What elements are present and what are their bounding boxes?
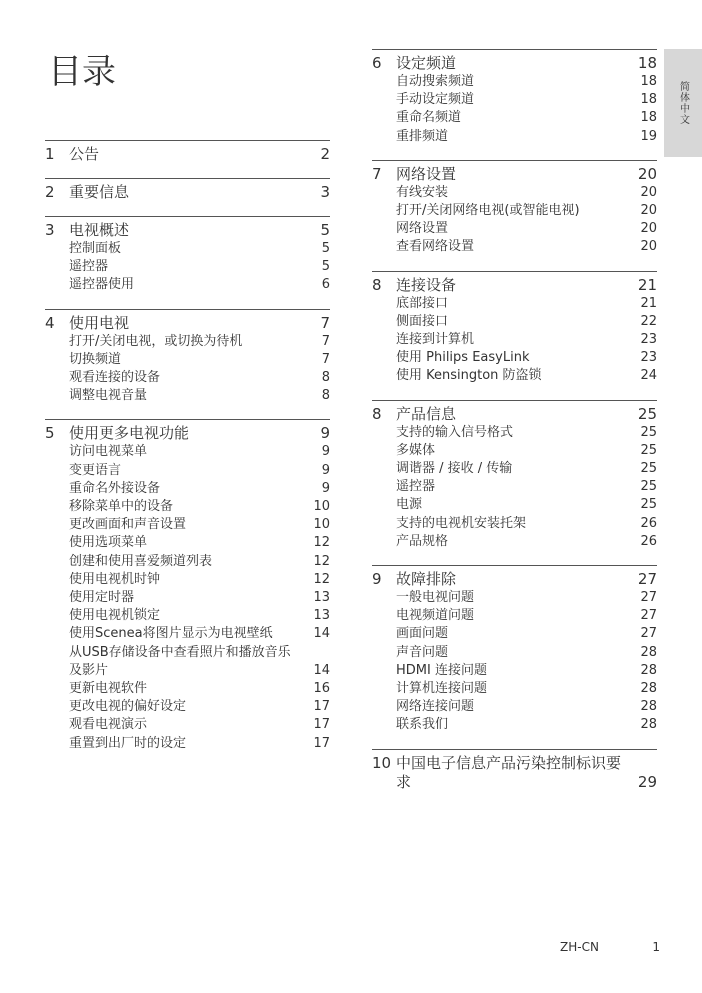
entry-title: 使用Scenea将图片显示为电视壁纸 — [69, 626, 273, 642]
entry-page: 8 — [321, 370, 330, 386]
entry-title: 更改电视的偏好设定 — [69, 699, 187, 715]
entry-title: 网络设置 — [396, 221, 449, 237]
toc-entry[interactable] — [372, 478, 657, 496]
section-number: 3 — [45, 221, 55, 239]
section-title: 设定频道 — [396, 54, 457, 72]
entry-title: 电源 — [396, 497, 423, 513]
entry-title: 更新电视软件 — [69, 681, 148, 697]
toc-entry[interactable] — [45, 498, 330, 516]
entry-title: 及影片 — [69, 662, 109, 678]
section-page: 2 — [320, 145, 330, 163]
section-title: 故障排除 — [396, 570, 457, 589]
entry-page: 14 — [313, 626, 330, 642]
entry-title: 侧面接口 — [396, 313, 449, 329]
toc-entry[interactable] — [372, 202, 657, 220]
toc-entry[interactable] — [45, 333, 330, 351]
entry-title: 使用电视机时钟 — [69, 571, 161, 587]
entry-title: 有线安装 — [396, 184, 449, 200]
toc-entry[interactable] — [45, 735, 330, 753]
section-title-continued: 求 — [396, 772, 412, 791]
section-number: 10 — [372, 753, 392, 772]
entry-page: 25 — [640, 497, 657, 513]
section-page: 3 — [320, 183, 330, 201]
toc-section-heading-continued — [372, 773, 657, 792]
footer-language-code: ZH-CN — [560, 940, 599, 954]
toc-entry[interactable] — [45, 258, 330, 276]
section-number: 4 — [45, 313, 55, 332]
entry-page: 5 — [321, 259, 330, 275]
page-footer — [560, 940, 660, 954]
section-title: 使用更多电视功能 — [69, 424, 190, 443]
entry-page: 13 — [313, 608, 330, 624]
toc-entry[interactable] — [372, 496, 657, 514]
entry-page: 9 — [321, 444, 330, 460]
entry-title: 声音问题 — [396, 644, 449, 660]
entry-page: 20 — [640, 203, 657, 219]
toc-entry[interactable] — [372, 716, 657, 734]
section-title: 重要信息 — [69, 183, 130, 201]
entry-page: 16 — [313, 681, 330, 697]
toc-section — [372, 565, 657, 735]
entry-page: 14 — [313, 662, 330, 678]
entry-title: 重命名频道 — [396, 110, 462, 126]
section-number: 8 — [372, 275, 382, 294]
entry-title: 调整电视音量 — [69, 388, 148, 404]
entry-page: 7 — [321, 333, 330, 349]
entry-title: 切换频道 — [69, 351, 122, 367]
toc-section-heading[interactable] — [45, 314, 330, 333]
toc-entry[interactable] — [45, 644, 330, 662]
toc-section-heading[interactable] — [45, 221, 330, 240]
entry-title: 创建和使用喜爱频道列表 — [69, 553, 213, 569]
toc-entry[interactable] — [45, 680, 330, 698]
entry-title: 观看电视演示 — [69, 717, 148, 733]
entry-page: 26 — [640, 533, 657, 549]
section-page: 27 — [637, 570, 657, 589]
entry-title: 使用定时器 — [69, 590, 135, 606]
section-title: 公告 — [69, 145, 100, 163]
entry-title: 调谐器 / 接收 / 传输 — [396, 461, 513, 477]
language-tab-label: 简体中文 — [677, 81, 689, 125]
entry-title: 查看网络设置 — [396, 239, 475, 255]
entry-page: 20 — [640, 184, 657, 200]
toc-right-column — [372, 49, 657, 806]
section-title: 电视概述 — [69, 221, 130, 239]
entry-title: 底部接口 — [396, 295, 449, 311]
entry-page: 25 — [640, 461, 657, 477]
toc-section — [372, 749, 657, 792]
toc-section — [45, 419, 330, 752]
section-page: 18 — [637, 54, 657, 72]
toc-entry[interactable] — [372, 625, 657, 643]
section-page: 29 — [637, 772, 657, 791]
toc-entry[interactable] — [45, 662, 330, 680]
toc-entry[interactable] — [372, 607, 657, 625]
entry-title: 画面问题 — [396, 626, 449, 642]
language-tab — [664, 49, 702, 157]
toc-entry[interactable] — [372, 680, 657, 698]
toc-section-heading[interactable] — [45, 424, 330, 443]
entry-page: 10 — [313, 499, 330, 515]
toc-entry[interactable] — [45, 716, 330, 734]
toc-section-heading[interactable] — [372, 405, 657, 424]
toc-entry[interactable] — [45, 369, 330, 387]
entry-title: 电视频道问题 — [396, 608, 475, 624]
toc-entry[interactable] — [45, 534, 330, 552]
entry-title: 手动设定频道 — [396, 92, 475, 108]
entry-title: 遥控器 — [69, 259, 109, 275]
toc-entry[interactable] — [45, 589, 330, 607]
toc-entry[interactable] — [45, 387, 330, 405]
section-number: 2 — [45, 183, 55, 201]
entry-title: 变更语言 — [69, 462, 122, 478]
entry-page: 28 — [640, 717, 657, 733]
section-number: 9 — [372, 570, 382, 589]
entry-page: 20 — [640, 239, 657, 255]
section-page: 5 — [320, 221, 330, 239]
footer-page-number: 1 — [652, 940, 660, 954]
entry-title: 重命名外接设备 — [69, 480, 161, 496]
entry-title: 更改画面和声音设置 — [69, 517, 187, 533]
section-number: 5 — [45, 424, 55, 443]
entry-page: 8 — [321, 388, 330, 404]
section-number: 6 — [372, 54, 382, 72]
entry-page: 26 — [640, 515, 657, 531]
toc-section-heading[interactable] — [45, 145, 330, 164]
toc-section — [372, 400, 657, 551]
entry-page: 22 — [640, 313, 657, 329]
entry-page: 23 — [640, 350, 657, 366]
entry-title: 重置到出厂时的设定 — [69, 735, 187, 751]
toc-entry[interactable] — [372, 331, 657, 349]
section-page: 7 — [320, 313, 330, 332]
entry-title: 产品规格 — [396, 533, 449, 549]
entry-title: 计算机连接问题 — [396, 681, 488, 697]
toc-entry[interactable] — [45, 571, 330, 589]
toc-section — [372, 271, 657, 386]
entry-page: 27 — [640, 590, 657, 606]
toc-section-heading[interactable] — [372, 570, 657, 589]
toc-entry[interactable] — [372, 238, 657, 256]
entry-page: 18 — [640, 92, 657, 108]
toc-entry[interactable] — [45, 240, 330, 258]
entry-page: 25 — [640, 479, 657, 495]
entry-page: 28 — [640, 662, 657, 678]
toc-section-heading[interactable] — [372, 165, 657, 184]
entry-page: 28 — [640, 644, 657, 660]
toc-entry[interactable] — [45, 480, 330, 498]
entry-page: 24 — [640, 368, 657, 384]
toc-entry[interactable] — [372, 589, 657, 607]
toc-entry[interactable] — [45, 276, 330, 294]
toc-entry[interactable] — [372, 662, 657, 680]
toc-section — [45, 309, 330, 406]
toc-entry[interactable] — [372, 295, 657, 313]
entry-page: 17 — [313, 735, 330, 751]
toc-section — [372, 160, 657, 257]
entry-page: 20 — [640, 221, 657, 237]
entry-title: 使用选项菜单 — [69, 535, 148, 551]
entry-title: 支持的输入信号格式 — [396, 424, 514, 440]
entry-title: 自动搜索频道 — [396, 74, 475, 89]
toc-left-column — [45, 140, 330, 767]
section-title: 使用电视 — [69, 313, 130, 332]
toc-entry[interactable] — [372, 109, 657, 127]
toc-entry[interactable] — [45, 607, 330, 625]
entry-title: HDMI 连接问题 — [396, 662, 487, 678]
toc-entry[interactable] — [372, 73, 657, 91]
entry-title: 从USB存储设备中查看照片和播放音乐 — [69, 644, 291, 660]
toc-section — [45, 140, 330, 164]
toc-entry[interactable] — [372, 313, 657, 331]
toc-entry[interactable] — [372, 220, 657, 238]
entry-page: 27 — [640, 608, 657, 624]
toc-entry[interactable] — [372, 644, 657, 662]
toc-entry[interactable] — [45, 351, 330, 369]
section-page: 9 — [320, 424, 330, 443]
section-number: 8 — [372, 404, 382, 423]
entry-title: 遥控器使用 — [69, 277, 135, 293]
entry-title: 访问电视菜单 — [69, 444, 148, 460]
entry-page: 5 — [321, 241, 330, 256]
toc-entry[interactable] — [45, 625, 330, 643]
entry-title: 网络连接问题 — [396, 699, 475, 715]
toc-entry[interactable] — [372, 91, 657, 109]
entry-page: 18 — [640, 110, 657, 126]
toc-entry[interactable] — [372, 367, 657, 385]
entry-page: 17 — [313, 699, 330, 715]
toc-section — [45, 216, 330, 295]
entry-title: 重排频道 — [396, 128, 449, 144]
entry-title: 支持的电视机安装托架 — [396, 515, 527, 531]
section-number: 1 — [45, 145, 55, 163]
entry-title: 连接到计算机 — [396, 332, 475, 348]
section-page: 20 — [637, 164, 657, 183]
entry-page: 28 — [640, 681, 657, 697]
toc-entry[interactable] — [45, 553, 330, 571]
entry-title: 使用 Philips EasyLink — [396, 350, 530, 366]
entry-page: 9 — [321, 462, 330, 478]
entry-page: 27 — [640, 626, 657, 642]
entry-title: 观看连接的设备 — [69, 370, 161, 386]
entry-title: 使用 Kensington 防盗锁 — [396, 368, 542, 384]
toc-entry[interactable] — [372, 442, 657, 460]
entry-title: 一般电视问题 — [396, 590, 475, 606]
entry-title: 移除菜单中的设备 — [69, 499, 174, 515]
section-title: 中国电子信息产品污染控制标识要 — [396, 753, 622, 772]
toc-entry[interactable] — [372, 424, 657, 442]
toc-section — [45, 178, 330, 202]
entry-page: 23 — [640, 332, 657, 348]
toc-entry[interactable] — [372, 128, 657, 146]
toc-entry[interactable] — [45, 462, 330, 480]
toc-entry[interactable] — [372, 184, 657, 202]
toc-entry[interactable] — [45, 516, 330, 534]
section-title: 网络设置 — [396, 164, 457, 183]
entry-page: 10 — [313, 517, 330, 533]
toc-entry[interactable] — [45, 698, 330, 716]
entry-page: 12 — [313, 535, 330, 551]
entry-page: 21 — [640, 295, 657, 311]
entry-page: 12 — [313, 553, 330, 569]
section-page: 25 — [637, 404, 657, 423]
entry-page: 25 — [640, 424, 657, 440]
toc-section-heading[interactable] — [45, 183, 330, 202]
entry-title: 遥控器 — [396, 479, 436, 495]
section-number: 7 — [372, 164, 382, 183]
entry-title: 使用电视机锁定 — [69, 608, 161, 624]
toc-entry[interactable] — [372, 515, 657, 533]
page-title: 目录 — [48, 52, 116, 92]
entry-page: 9 — [321, 480, 330, 496]
entry-page: 13 — [313, 590, 330, 606]
toc-entry[interactable] — [372, 460, 657, 478]
entry-page: 28 — [640, 699, 657, 715]
toc-section-heading[interactable] — [372, 754, 657, 773]
entry-page: 7 — [321, 351, 330, 367]
toc-section-heading[interactable] — [372, 54, 657, 73]
entry-title: 控制面板 — [69, 241, 122, 256]
entry-page: 25 — [640, 442, 657, 458]
entry-title: 打开/关闭电视，或切换为待机 — [69, 333, 243, 349]
entry-page: 6 — [321, 277, 330, 293]
toc-section-heading[interactable] — [372, 276, 657, 295]
toc-section — [372, 49, 657, 146]
section-title: 产品信息 — [396, 404, 457, 423]
entry-page: 18 — [640, 74, 657, 89]
toc-entry[interactable] — [372, 533, 657, 551]
entry-title: 多媒体 — [396, 442, 436, 458]
toc-entry[interactable] — [45, 443, 330, 461]
entry-page: 12 — [313, 571, 330, 587]
entry-title: 打开/关闭网络电视(或智能电视) — [396, 203, 580, 219]
entry-page: 17 — [313, 717, 330, 733]
section-title: 连接设备 — [396, 275, 457, 294]
toc-entry[interactable] — [372, 698, 657, 716]
entry-page: 19 — [640, 128, 657, 144]
toc-entry[interactable] — [372, 349, 657, 367]
entry-title: 联系我们 — [396, 717, 449, 733]
section-page: 21 — [637, 275, 657, 294]
